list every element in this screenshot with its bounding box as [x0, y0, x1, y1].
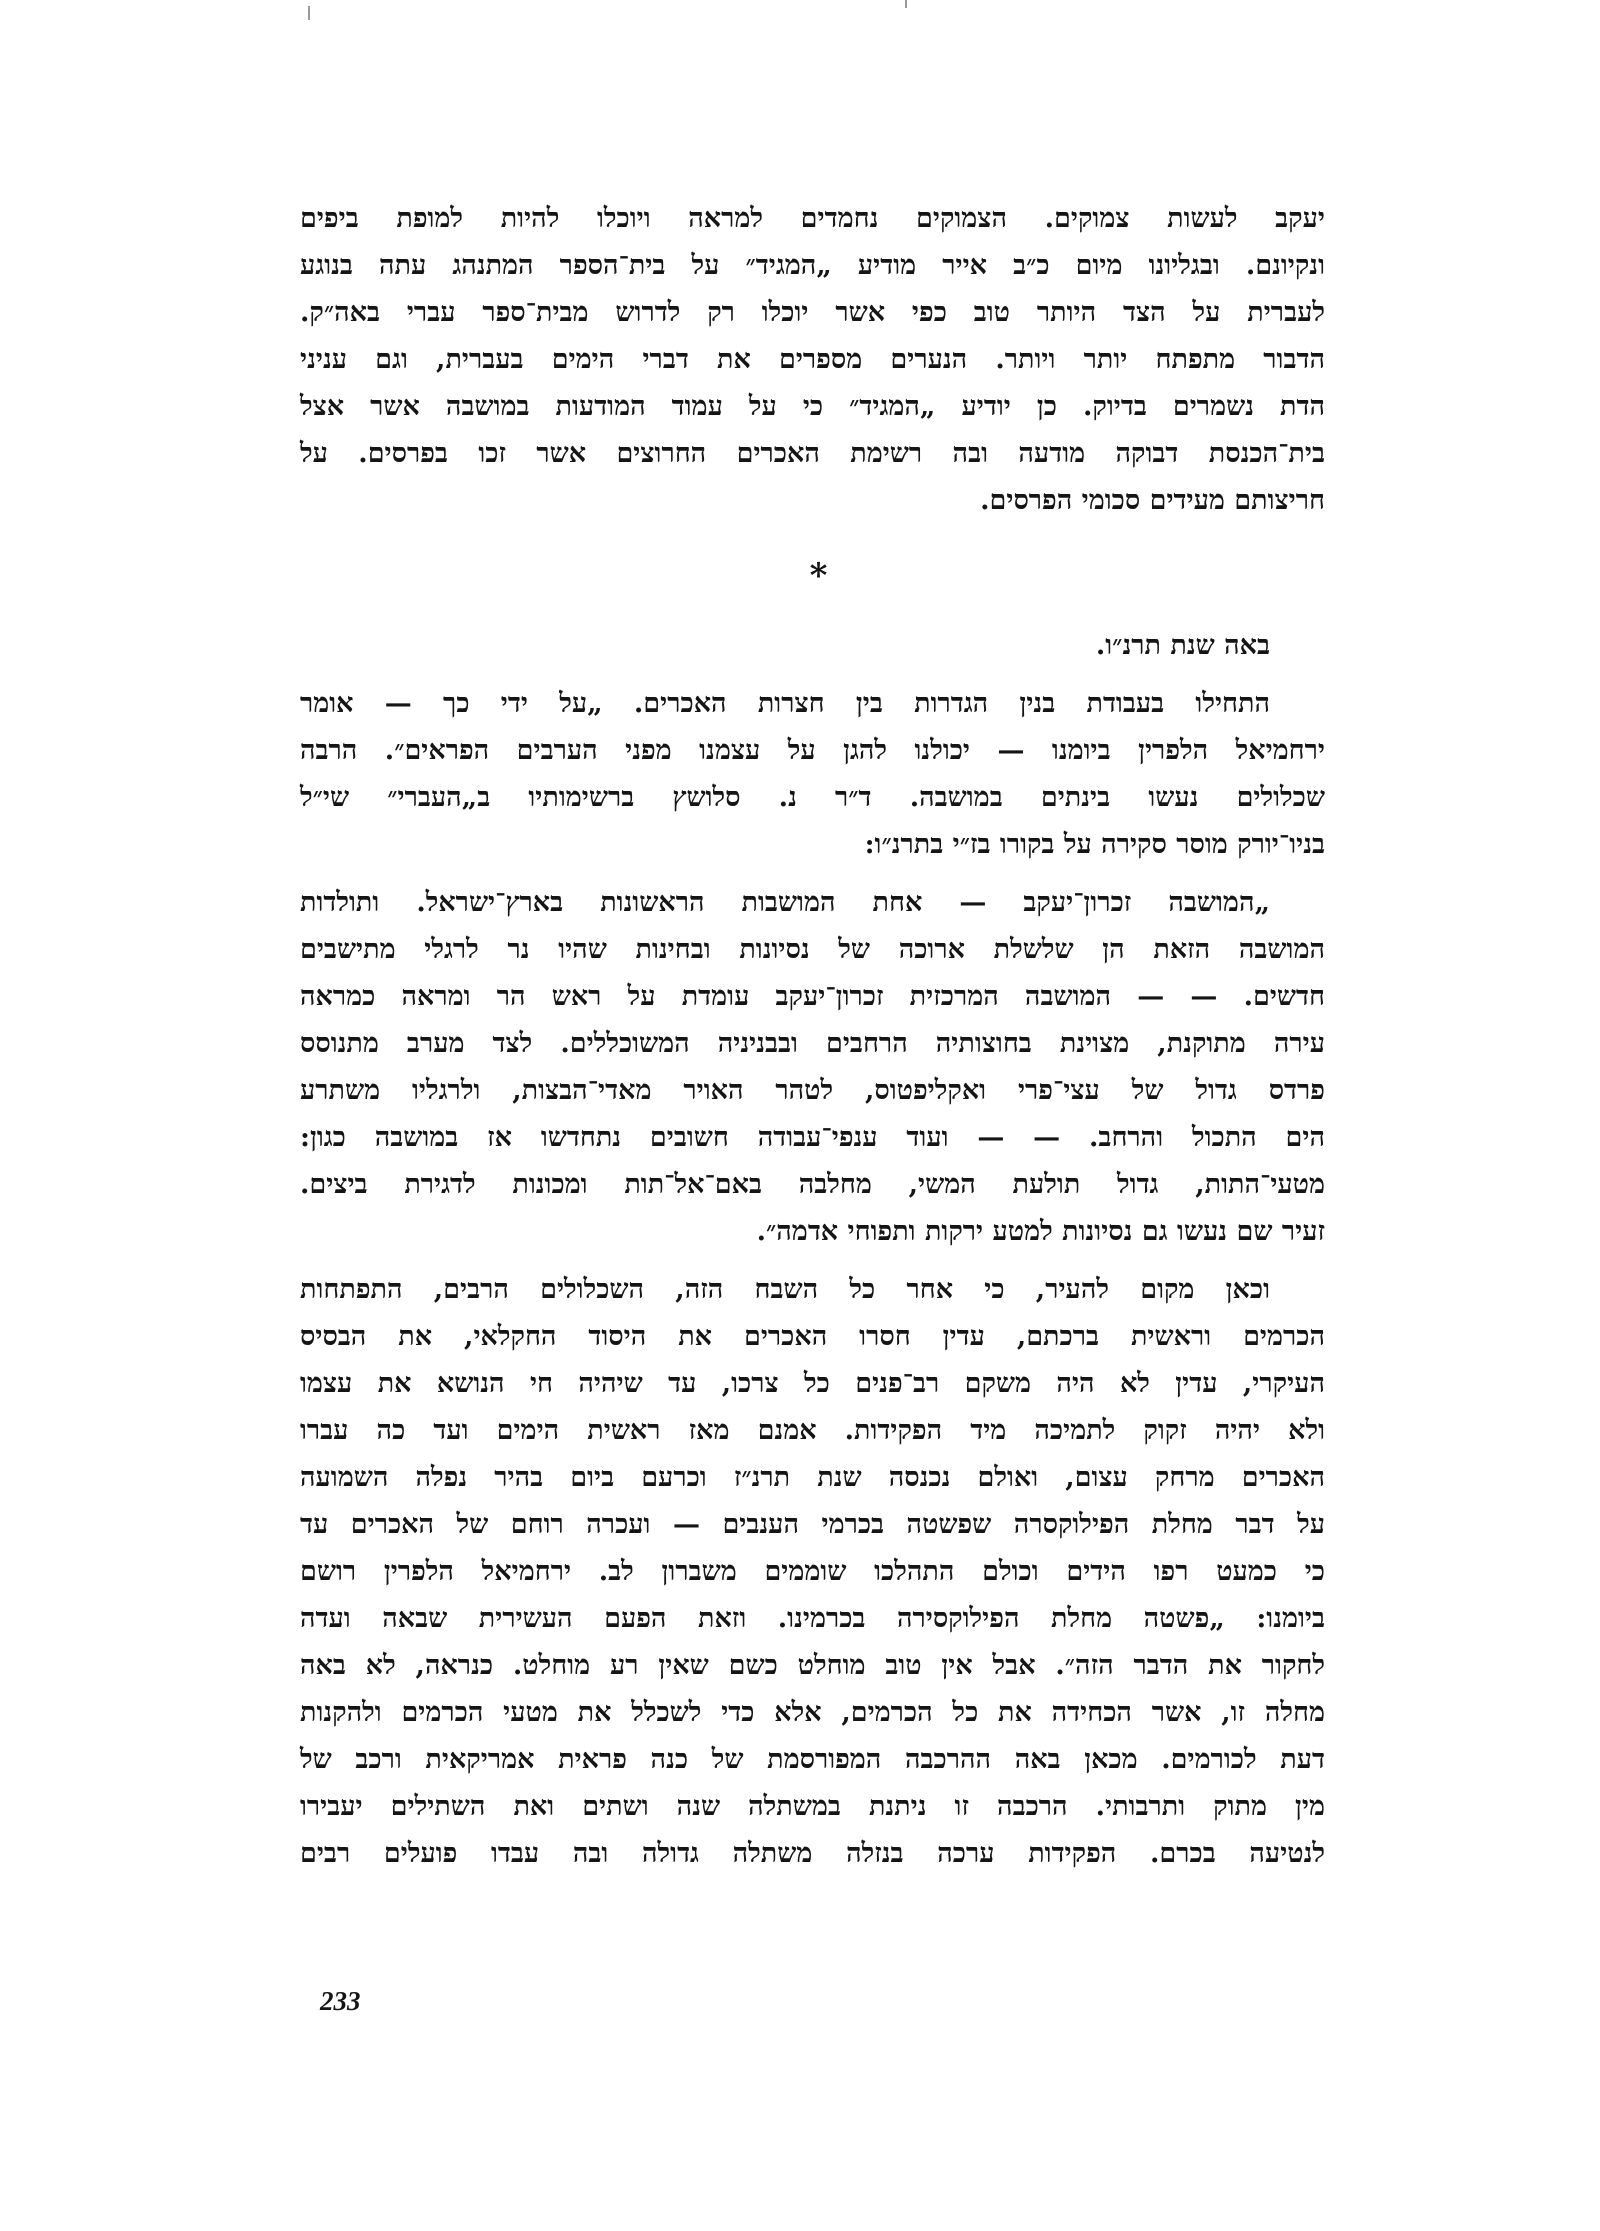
text-line: באה שנת תרנ״ו. [1095, 630, 1270, 661]
paragraph-quote-zichron [300, 879, 1325, 1255]
text-line: העיקרי, עדין לא היה משקם רב־פנים כל צרכו, עד שיהיה חי הנושא את עצמו [300, 1368, 1325, 1399]
text-line: הדבור מתפתח יותר ויותר. הנערים מספרים את דברי הימים בעברית, וגם עניני [300, 344, 1325, 375]
text-line: התחילו בעבודת בנין הגדרות בין חצרות האכרים. „על ידי כך — אומר [300, 688, 1270, 719]
text-line: הים התכול והרחב. — — ועוד ענפי־עבודה חשובים נתחדשו אז במושבה כגון: [300, 1122, 1325, 1153]
text-line: חריצותם מעידים סכומי הפרסים. [980, 485, 1325, 516]
text-line: וכאן מקום להעיר, כי אחר כל השבח הזה, השכלולים הרבים, התפתחות [300, 1274, 1270, 1305]
text-line: חדשים. — — המושבה המרכזית זכרון־יעקב עומדת על ראש הר ומראה כמראה [300, 981, 1325, 1012]
text-line: מין מתוק ותרבותי. הרכבה זו ניתנת במשתלה שנה ושתים ואת השתילים יעבירו [300, 1791, 1325, 1822]
text-line: „המושבה זכרון־יעקב — אחת המושבות הראשונות בארץ־ישראל. ותולדות [300, 887, 1270, 918]
paragraph-school [300, 195, 1325, 524]
text-line: לעברית על הצד היותר טוב כפי אשר יוכלו רק לדרוש מבית־ספר עברי באה״ק. [300, 297, 1325, 328]
document-page [300, 195, 1325, 1888]
paragraph-phylloxera [300, 1266, 1325, 1877]
text-line: בית־הכנסת דבוקה מודעה ובה רשימת האכרים החרוצים אשר זכו בפרסים. על [300, 438, 1325, 469]
paragraph-year-heading [300, 622, 1325, 669]
scan-mark-top-center [905, 0, 907, 8]
text-line: המושבה הזאת הן שלשלת ארוכה של נסיונות ובחינות שהיו נר לרגלי מתישבים [300, 934, 1325, 965]
text-line: פרדס גדול של עצי־פרי ואקליפטוס, לטהר האויר מאדי־הבצות, ולרגליו משתרע [300, 1075, 1325, 1106]
text-line: ביומנו: „פשטה מחלת הפילוקסירה בכרמינו. וזאת הפעם העשירית שבאה ועדה [300, 1603, 1325, 1634]
page-number: 233 [320, 1986, 361, 2016]
text-line: דעת לכורמים. מכאן באה ההרכבה המפורסמת של כנה פראית אמריקאית ורכב של [300, 1744, 1325, 1775]
section-separator: * [809, 556, 828, 596]
text-line: שכלולים נעשו בינתים במושבה. ד״ר נ. סלושץ ברשימותיו ב„העברי״ שי״ל [300, 782, 1325, 813]
text-line: על דבר מחלת הפילוקסרה שפשטה בכרמי הענבים — ועכרה רוחם של האכרים עד [300, 1509, 1325, 1540]
text-line: בניו־יורק מוסר סקירה על בקורו בז״י בתרנ״ו: [864, 829, 1325, 860]
text-line: עירה מתוקנת, מצוינת בחוצותיה הרחבים ובבניניה המשוכללים. לצד מערב מתנוסס [300, 1028, 1325, 1059]
text-line: מטעי־התות, גדול תולעת המשי, מחלבה באם־אל־תות ומכונות לדגירת ביצים. [300, 1169, 1325, 1200]
scan-mark-top-left [308, 6, 310, 20]
text-line: מחלה זו, אשר הכחידה את כל הכרמים, אלא כדי לשכלל את מטעי הכרמים ולהקנות [300, 1697, 1325, 1728]
text-line: כי כמעט רפו הידים וכולם התהלכו שוממים משברון לב. ירחמיאל הלפרין רושם [300, 1556, 1325, 1587]
text-line: האכרים מרחק עצום, ואולם נכנסה שנת תרנ״ז וכרעם ביום בהיר נפלה השמועה [300, 1462, 1325, 1493]
text-line: הכרמים וראשית ברכתם, עדין חסרו האכרים את היסוד החקלאי, את הבסיס [300, 1321, 1325, 1352]
text-line: זעיר שם נעשו גם נסיונות למטע ירקות ותפוחי אדמה״. [756, 1216, 1325, 1247]
text-line: יעקב לעשות צמוקים. הצמוקים נחמדים למראה ויוכלו להיות למופת ביפים [300, 203, 1325, 234]
text-line: ונקיונם. ובגליונו מיום כ״ב אייר מודיע „המגיד״ על בית־הספר המתנהג עתה בנוגע [300, 250, 1325, 281]
paragraph-fences [300, 680, 1325, 868]
text-line: לנטיעה בכרם. הפקידות ערכה בנזלה משתלה גדולה ובה עבדו פועלים רבים [300, 1838, 1325, 1869]
text-line: ירחמיאל הלפרין ביומנו — יכולנו להגן על עצמנו מפני הערבים הפראים״. הרבה [300, 735, 1325, 766]
text-line: הדת נשמרים בדיוק. כן יודיע „המגיד״ כי על עמוד המודעות במושבה אשר אצל [300, 391, 1325, 422]
text-line: לחקור את הדבר הזה״. אבל אין טוב מוחלט כשם שאין רע מוחלט. כנראה, לא באה [300, 1650, 1325, 1681]
text-line: ולא יהיה זקוק לתמיכה מיד הפקידות. אמנם מאז ראשית הימים ועד כה עברו [300, 1415, 1325, 1446]
